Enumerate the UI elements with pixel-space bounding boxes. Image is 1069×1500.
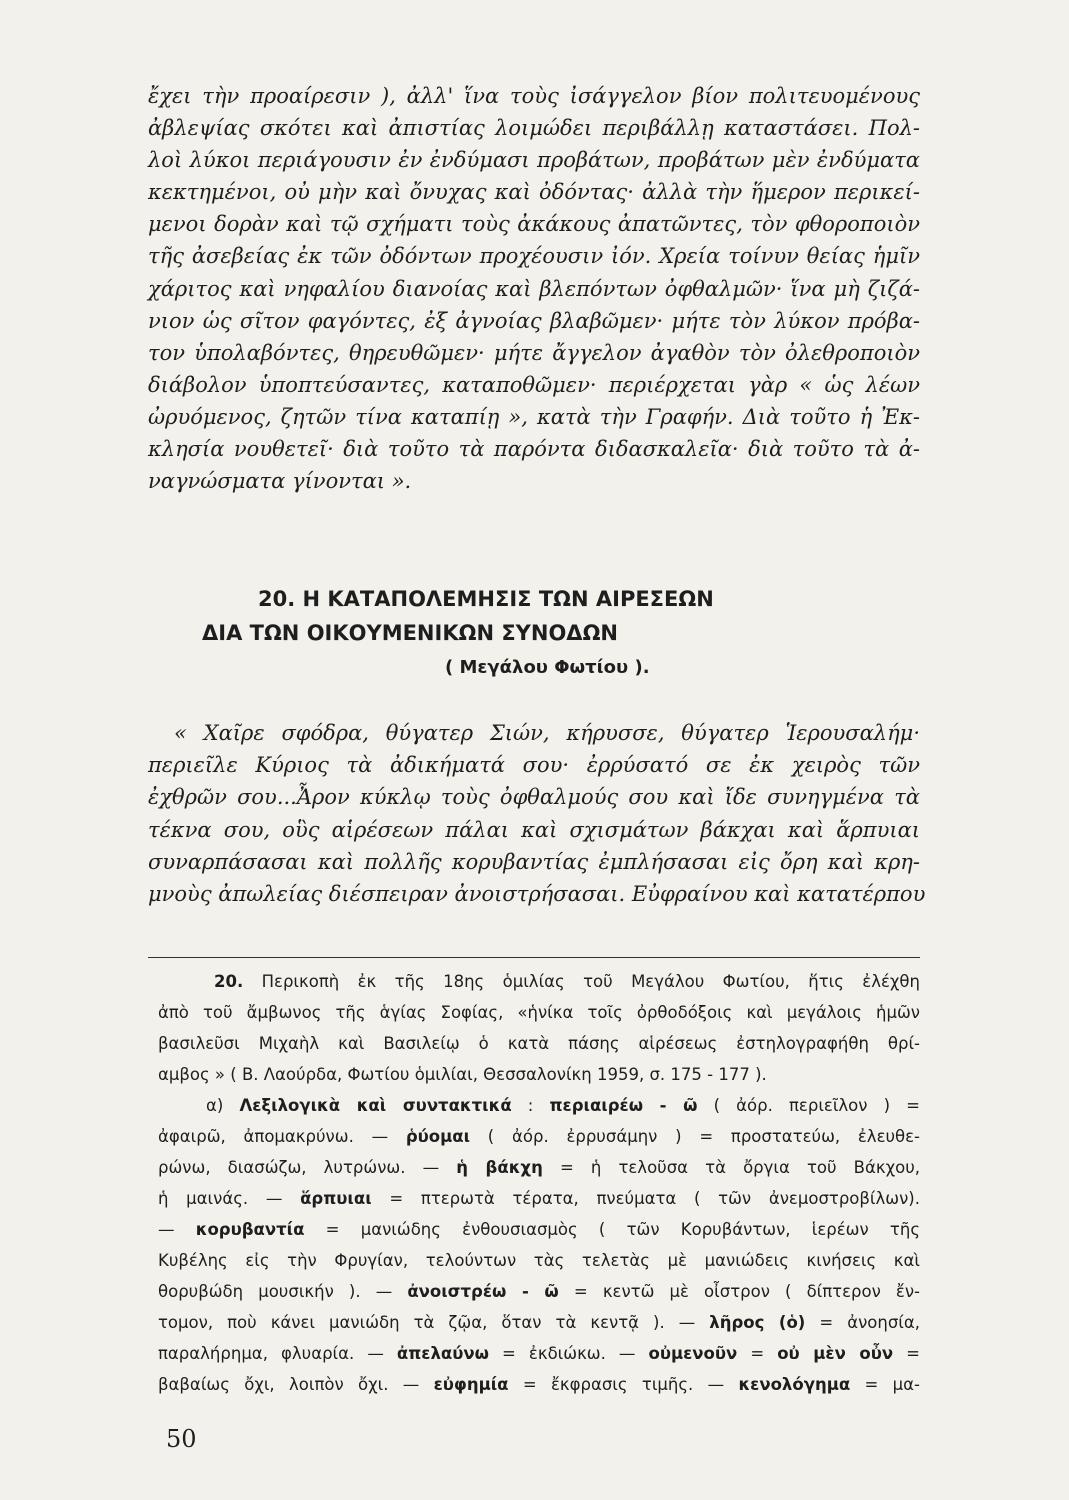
text-line: ναγνώσματα γίνονται ». <box>148 469 412 494</box>
footnote-line: 20. Περικοπὴ ἐκ τῆς 18ης ὁμιλίας τοῦ Μεγάλου Φωτίου, ἥτις ἐλέχθη <box>214 972 920 991</box>
heading-subtitle: ( Μεγάλου Φωτίου ). <box>445 657 650 678</box>
footnote-line: ἡ μαινάς. — ἅρπυιαι = πτερωτὰ τέρατα, πνεύματα ( τῶν ἀνεμοστροβίλων). <box>158 1189 920 1208</box>
text-line: τον ὑπολαβόντες, θηρευθῶμεν· μήτε ἄγγελον ἀγαθὸν τὸν ὀλεθροποιὸν <box>148 340 920 365</box>
text-line: διάβολον ὑποπτεύσαντες, καταποθῶμεν· περιέρχεται γὰρ « ὡς λέων <box>148 372 920 397</box>
footnote-line: ρώνω, διασώζω, λυτρώνω. — ἡ βάκχη = ἡ τελοῦσα τὰ ὄργια τοῦ Βάκχου, <box>158 1158 921 1177</box>
text-line: λοὶ λύκοι περιάγουσιν ἐν ἐνδύμασι προβάτων, προβάτων μὲν ἐνδύματα <box>148 148 920 173</box>
lemma: λῆρος (ὁ) <box>709 1313 806 1332</box>
footnote-line: βασιλεῦσι Μιχαὴλ καὶ Βασιλείῳ ὁ κατὰ πάσης αἱρέσεως ἐστηλογραφήθη θρί- <box>158 1034 920 1053</box>
lemma: περιαιρέω - ῶ <box>549 1096 698 1115</box>
lemma: ἡ βάκχη <box>456 1158 543 1177</box>
lemma: οὐμενοῦν <box>648 1344 738 1363</box>
footnote-line: βαβαίως ὄχι, λοιπὸν ὄχι. — εὐφημία = ἔκφρασις τιμῆς. — κενολόγημα = μα- <box>158 1375 920 1394</box>
heading-line-2: ΔΙΑ ΤΩΝ ΟΙΚΟΥΜΕΝΙΚΩΝ ΣΥΝΟΔΩΝ <box>202 621 618 645</box>
lemma: κενολόγημα <box>738 1375 851 1394</box>
lemma: ἅρπυιαι <box>300 1189 372 1208</box>
page-number: 50 <box>166 1425 197 1453</box>
text-line: νιον ὡς σῖτον φαγόντες, ἐξ ἀγνοίας βλαβῶμεν· μήτε τὸν λύκον πρόβα- <box>148 308 920 333</box>
quote-text-block <box>148 717 926 910</box>
text-line: μενοι δορὰν καὶ τῷ σχήματι τοὺς ἀκάκους ἀπατῶντες, τὸν φθοροποιὸν <box>148 212 920 237</box>
quote-line: περιεῖλε Κύριος τὰ ἀδικήματά σου· ἐρρύσατό σε ἐκ χειρὸς τῶν <box>148 753 920 778</box>
text-line: χάριτος καὶ νηφαλίου διανοίας καὶ βλεπόντων ὀφθαλμῶν· ἵνα μὴ ζιζά- <box>148 276 920 301</box>
lemma: ἀπελαύνω <box>396 1344 489 1363</box>
footnote-divider <box>148 957 920 958</box>
section-label: α) <box>206 1096 224 1115</box>
quote-line: τέκνα σου, οὓς αἱρέσεων πάλαι καὶ σχισμάτων βάκχαι καὶ ἅρπυιαι <box>148 817 920 842</box>
footnote-line: Κυβέλης εἰς τὴν Φρυγίαν, τελούντων τὰς τελετὰς μὲ μανιώδεις κινήσεις καὶ <box>158 1251 920 1270</box>
text-line: κεκτημένοι, οὐ μὴν καὶ ὄνυχας καὶ ὀδόντας· ἀλλὰ τὴν ἥμερον περικεί- <box>148 180 920 205</box>
footnote-block <box>158 966 920 1400</box>
footnote-line: παραλήρημα, φλυαρία. — ἀπελαύνω = ἐκδιώκω. — οὐμενοῦν = οὐ μὲν οὖν = <box>158 1344 920 1363</box>
text-line: τῆς ἀσεβείας ἐκ τῶν ὀδόντων προχέουσιν ἰόν. Χρεία τοίνυν θείας ἡμῖν <box>148 244 920 269</box>
quote-line: ἐχθρῶν σου...Ἆρον κύκλῳ τοὺς ὀφθαλμούς σου καὶ ἴδε συνηγμένα τὰ <box>148 785 920 810</box>
lemma: οὐ μὲν οὖν <box>777 1344 894 1363</box>
lemma: ῥύομαι <box>405 1127 471 1146</box>
quote-line: μνοὺς ἀπωλείας διέσπειραν ἀνοιστρήσασαι. Εὐφραίνου καὶ κατατέρπου <box>148 881 926 906</box>
footnote-line: ἀφαιρῶ, ἀπομακρύνω. — ῥύομαι ( ἀόρ. ἐρρυσάμην ) = προστατεύω, ἐλευθε- <box>158 1127 921 1146</box>
text-line: κλησία νουθετεῖ· διὰ τοῦτο τὰ παρόντα διδασκαλεῖα· διὰ τοῦτο τὰ ἀ- <box>148 437 920 462</box>
main-text-block <box>148 80 920 497</box>
lemma: ἀνοιστρέω - ῶ <box>407 1282 559 1301</box>
footnote-line: τομον, ποὺ κάνει μανιώδη τὰ ζῷα, ὅταν τὰ κεντᾷ ). — λῆρος (ὁ) = ἀνοησία, <box>158 1313 921 1332</box>
quote-line: συναρπάσασαι καὶ πολλῆς κορυβαντίας ἐμπλήσασαι εἰς ὄρη καὶ κρη- <box>148 849 920 874</box>
footnote-line: α) Λεξιλογικὰ καὶ συντακτικά : περιαιρέω - ῶ ( ἀόρ. περιεῖλον ) = <box>206 1096 920 1115</box>
lemma: εὐφημία <box>433 1375 509 1394</box>
footnote-line: αμβος » ( Β. Λαούρδα, Φωτίου ὁμιλίαι, Θεσσαλονίκη 1959, σ. 175 - 177 ). <box>158 1065 767 1084</box>
section-title: Λεξιλογικὰ καὶ συντακτικά <box>239 1096 512 1115</box>
section-heading <box>148 582 920 686</box>
text-line: ἔχει τὴν προαίρεσιν ), ἀλλ' ἵνα τοὺς ἰσάγγελον βίον πολιτευομένους <box>148 84 920 108</box>
lemma: κορυβαντία <box>195 1220 305 1239</box>
footnote-line: θορυβώδη μουσικήν ). — ἀνοιστρέω - ῶ = κεντῶ μὲ οἶστρον ( δίπτερον ἔν- <box>158 1282 921 1301</box>
text-line: ὠρυόμενος, ζητῶν τίνα καταπίῃ », κατὰ τὴν Γραφήν. Διὰ τοῦτο ἡ Ἐκ- <box>148 404 920 429</box>
quote-line: « Χαῖρε σφόδρα, θύγατερ Σιών, κήρυσσε, θύγατερ Ἱερουσαλήμ· <box>174 721 920 745</box>
text-line: ἀβλεψίας σκότει καὶ ἀπιστίας λοιμώδει περιβάλλῃ καταστάσει. Πολ- <box>148 116 920 141</box>
heading-line-1: 20. Η ΚΑΤΑΠΟΛΕΜΗΣΙΣ ΤΩΝ ΑΙΡΕΣΕΩΝ <box>258 587 714 611</box>
footnote-number: 20. <box>214 972 244 991</box>
footnote-line: ἀπὸ τοῦ ἄμβωνος τῆς ἁγίας Σοφίας, «ἡνίκα τοῖς ὀρθοδόξοις καὶ μεγάλοις ἡμῶν <box>158 1003 920 1022</box>
footnote-line: — κορυβαντία = μανιώδης ἐνθουσιασμὸς ( τῶν Κορυβάντων, ἱερέων τῆς <box>158 1220 921 1239</box>
